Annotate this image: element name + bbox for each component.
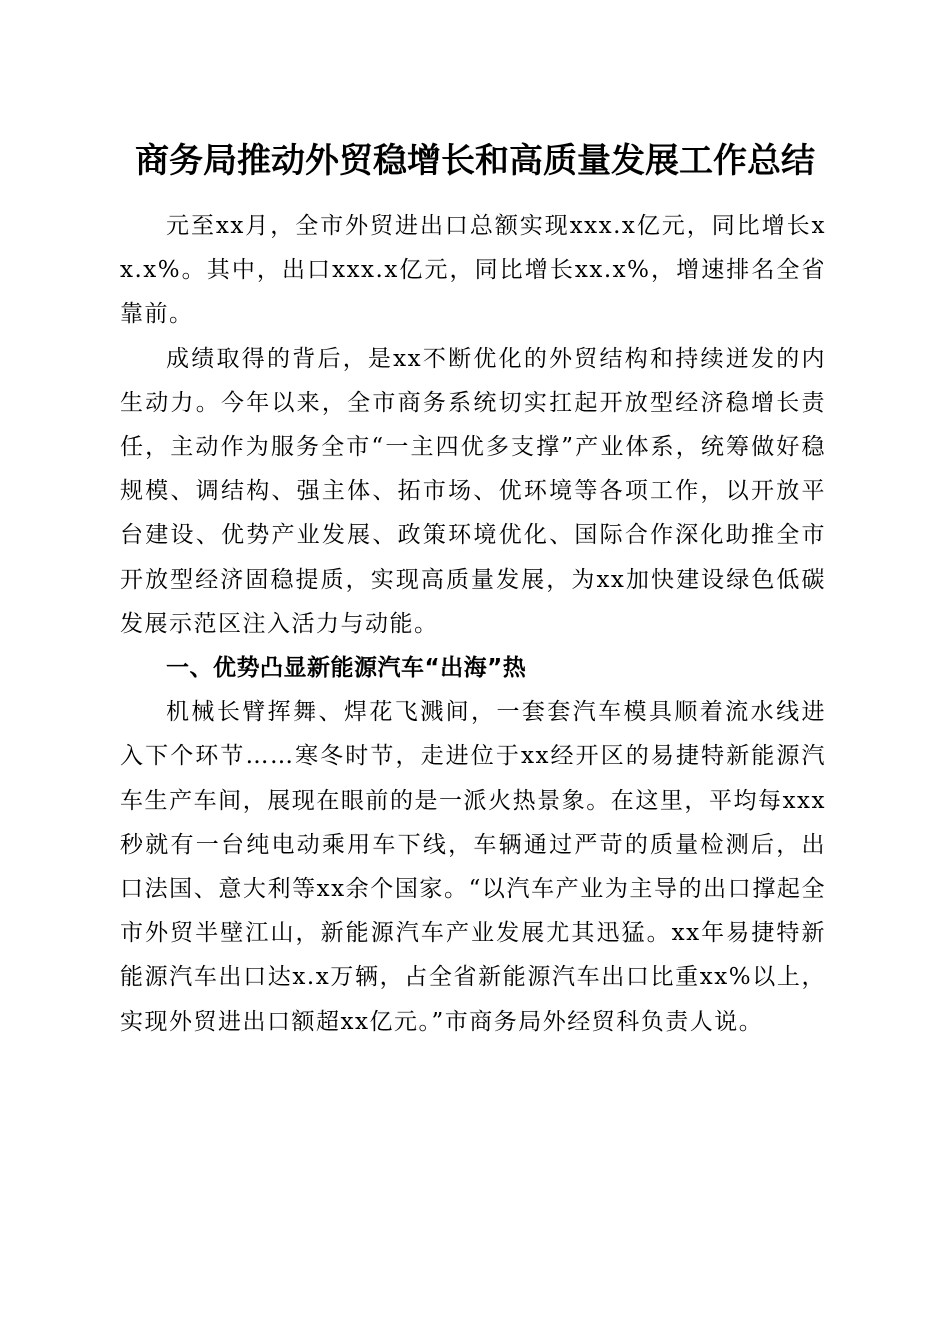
paragraph-achievements: 成绩取得的背后，是xx不断优化的外贸结构和持续迸发的内生动力。今年以来，全市商务系统切实扛起开放型经济稳增长责任，主动作为服务全市“一主四优多支撑”产业体系，统筹做好稳规模、调结构、强主体、拓市场、优环境等各项工作，以开放平台建设、优势产业发展、政策环境优化、国际合作深化助推全市开放型经济固稳提质，实现高质量发展，为xx加快建设绿色低碳发展示范区注入活力与动能。 xyxy=(120,345,826,637)
paragraph-trade-summary: 元至xx月，全市外贸进出口总额实现xxx.x亿元，同比增长xx.x%。其中，出口xxx.x亿元，同比增长xx.x%，增速排名全省靠前。 xyxy=(120,213,826,328)
document-body xyxy=(120,204,826,1044)
document-title: 商务局推动外贸稳增长和高质量发展工作总结 xyxy=(135,141,815,181)
paragraph-new-energy-vehicles: 机械长臂挥舞、焊花飞溅间，一套套汽车模具顺着流水线进入下个环节……寒冬时节，走进位于xx经开区的易捷特新能源汽车生产车间，展现在眼前的是一派火热景象。在这里，平均每xxx秒就有一台纯电动乘用车下线，车辆通过严苛的质量检测后，出口法国、意大利等xx余个国家。“以汽车产业为主导的出口撑起全市外贸半壁江山，新能源汽车产业发展尤其迅猛。xx年易捷特新能源汽车出口达x.x万辆，占全省新能源汽车出口比重xx%以上，实现外贸进出口额超xx亿元。”市商务局外经贸科负责人说。 xyxy=(120,699,826,1035)
section-heading: 一、优势凸显新能源汽车“出海”热 xyxy=(166,655,527,682)
